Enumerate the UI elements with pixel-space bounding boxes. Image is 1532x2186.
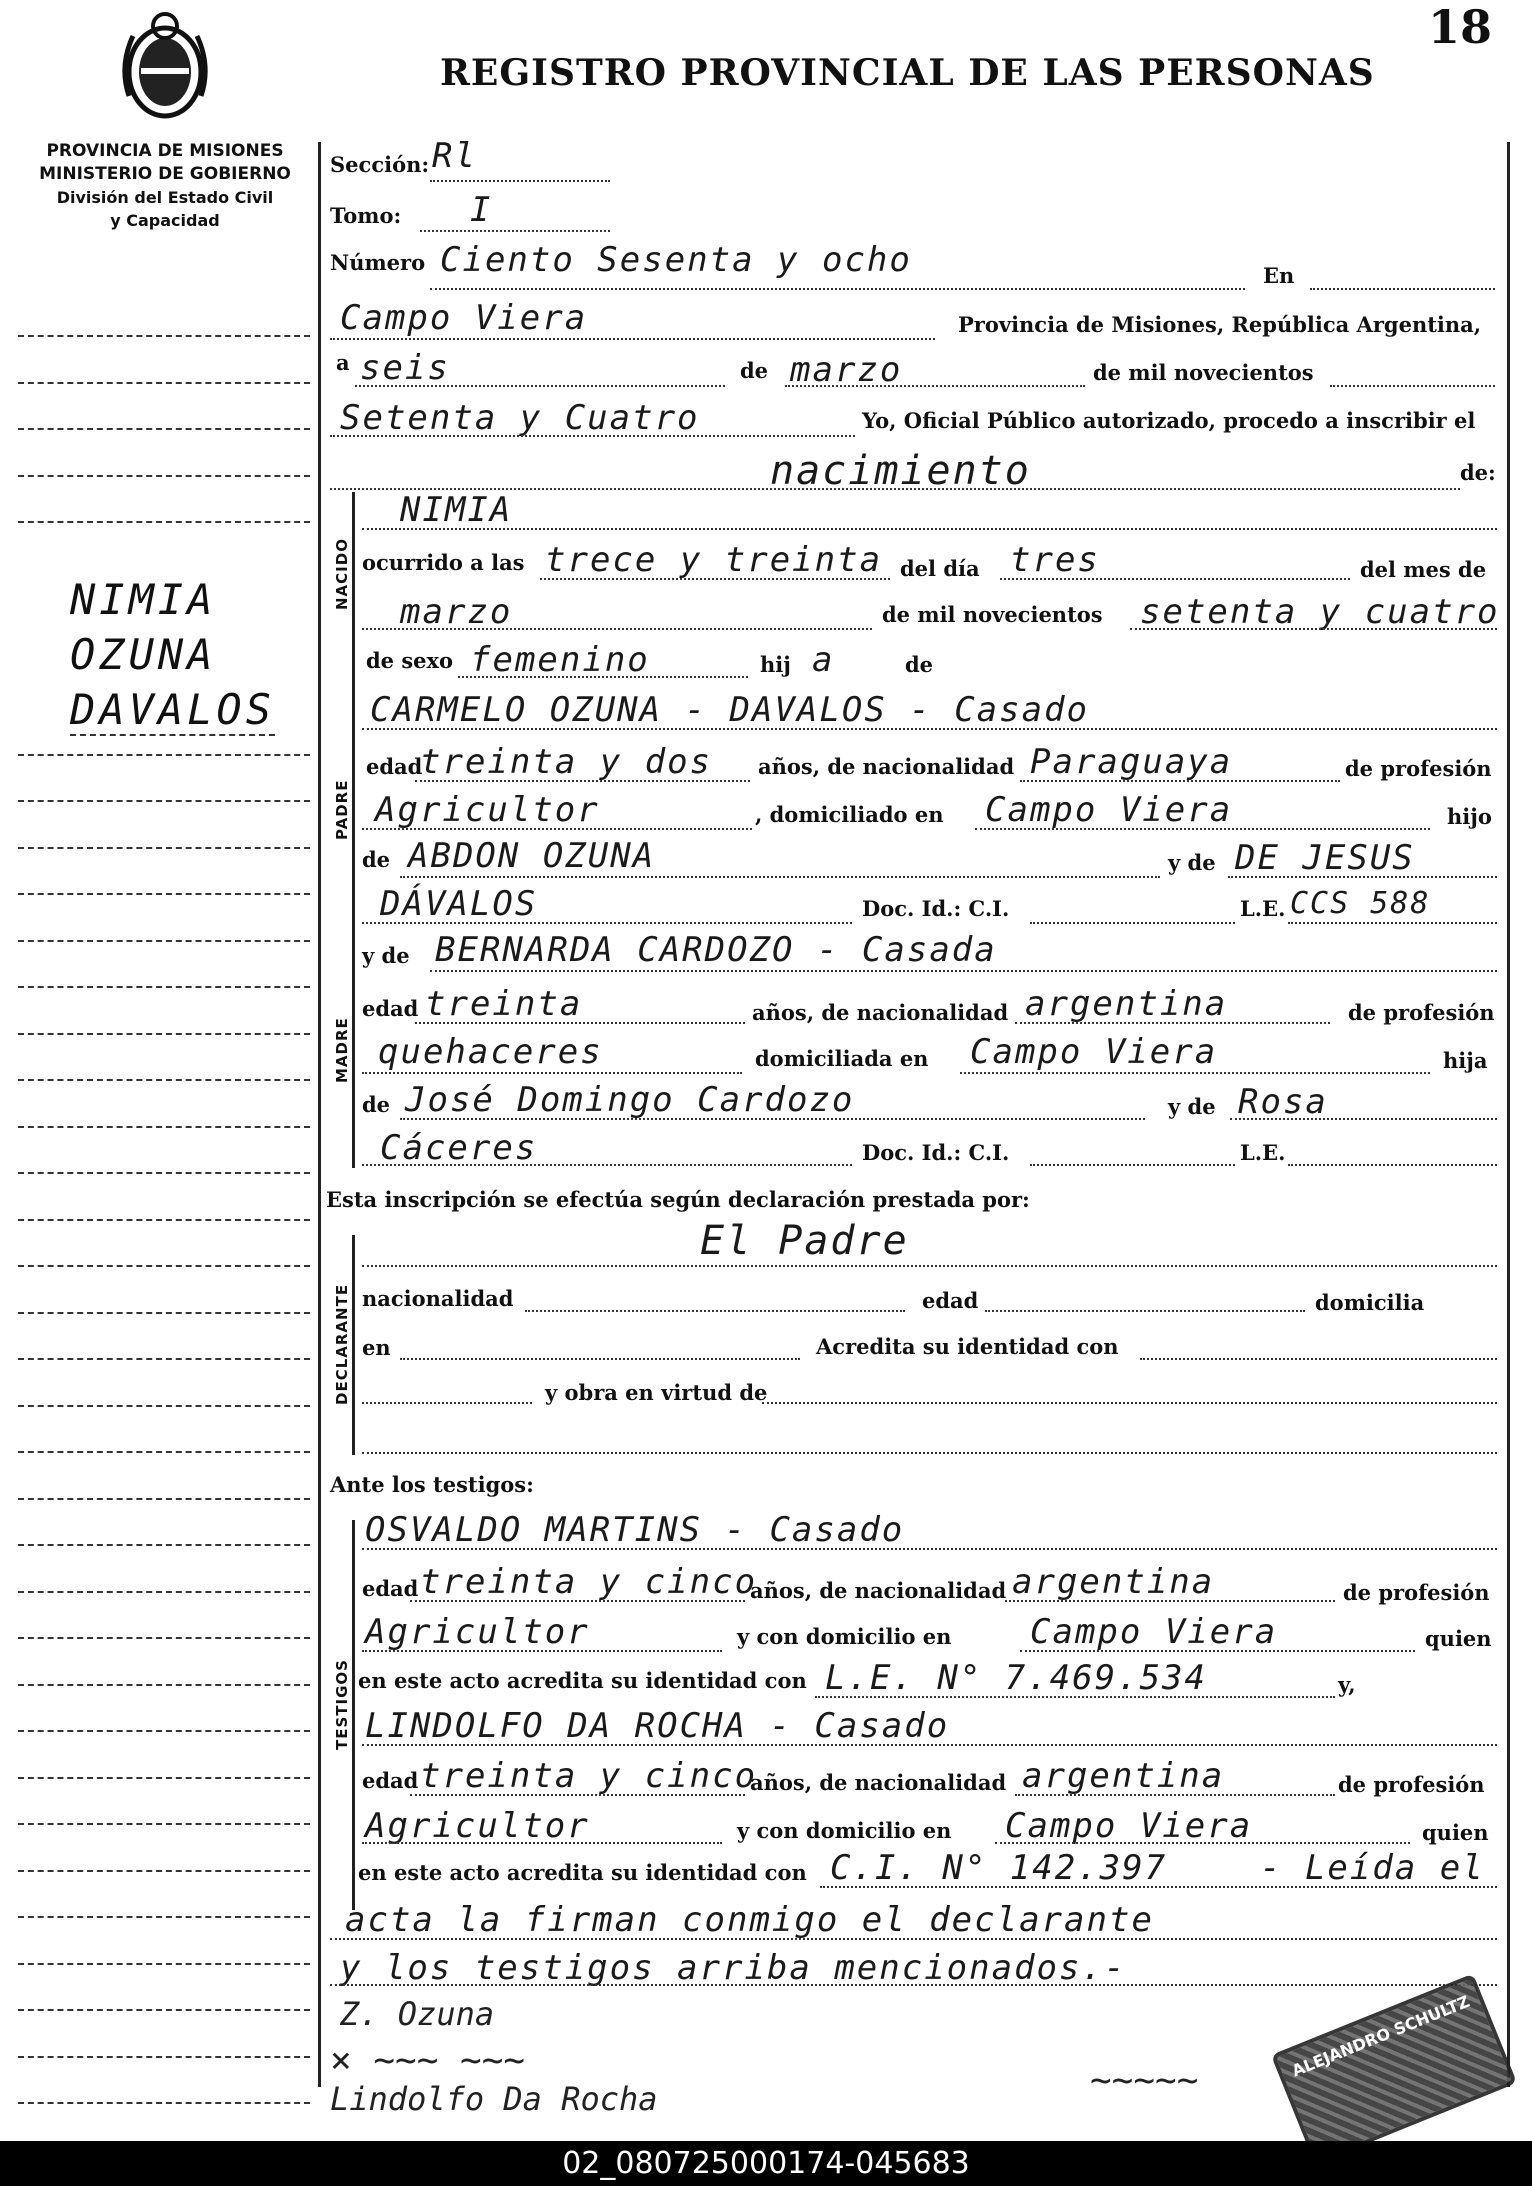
value-padre-madre: DE JESUS <box>1235 838 1415 878</box>
line-cierre-3 <box>330 1984 1497 1986</box>
label-ante-testigos: Ante los testigos: <box>330 1472 534 1497</box>
line-testigo1-nombre <box>362 1548 1497 1550</box>
label-decl-edad: edad <box>922 1288 979 1313</box>
label-hijo: hijo <box>1447 804 1492 829</box>
label-t1-quien: quien <box>1425 1626 1492 1651</box>
label-t2-edad: edad <box>362 1768 419 1793</box>
value-madre-prof: quehaceres <box>378 1032 603 1072</box>
margin-rule <box>18 1451 310 1453</box>
margin-rule <box>18 1870 310 1872</box>
label-sexo: de sexo <box>366 648 454 673</box>
margin-rule <box>18 521 310 523</box>
margin-rule <box>18 1079 310 1081</box>
line-nombre <box>362 528 1497 530</box>
margin-rule <box>18 1265 310 1267</box>
label-t1-dom: y con domicilio en <box>737 1624 952 1649</box>
value-madre-nombre: BERNARDA CARDOZO - Casada <box>435 930 997 970</box>
margin-rule <box>18 1591 310 1593</box>
label-madre-edad: edad <box>362 996 419 1021</box>
label-seccion: Sección: <box>330 152 430 177</box>
label-madre-dom: domiciliada en <box>755 1046 929 1071</box>
label-t1-nac: años, de nacionalidad <box>750 1578 1007 1603</box>
margin-rule <box>18 1684 310 1686</box>
value-cierre-1: - Leída el <box>1260 1848 1485 1888</box>
label-padre-nac: años, de nacionalidad <box>758 754 1015 779</box>
label-t2-quien: quien <box>1422 1820 1489 1845</box>
line-lugar <box>330 338 935 340</box>
value-testigo1-edad: treinta y cinco <box>420 1562 758 1602</box>
label-yo-oficial: Yo, Oficial Público autorizado, procedo a inscribir el <box>862 408 1476 433</box>
value-madre-nac: argentina <box>1025 984 1228 1024</box>
label-decl-nac: nacionalidad <box>362 1286 514 1311</box>
label-decl-en: en <box>362 1335 391 1360</box>
line-madre-le <box>1288 1164 1497 1166</box>
value-padre-le: CCS 588 <box>1290 886 1431 921</box>
line-t2-nac <box>1015 1794 1335 1796</box>
label-hij: hij <box>760 652 791 677</box>
margin-rule <box>18 1637 310 1639</box>
label-decl-acredita: Acredita su identidad con <box>816 1334 1119 1359</box>
line-anio <box>330 435 855 437</box>
label-hija: hija <box>1443 1048 1488 1073</box>
label-t1-y: y, <box>1338 1672 1356 1697</box>
line-t1-nac <box>1005 1600 1335 1602</box>
line-decl-nac <box>525 1310 905 1312</box>
value-madre-madre-2: Cáceres <box>380 1128 538 1168</box>
label-padre-le: L.E. <box>1240 896 1286 921</box>
line-madre-doc <box>1030 1164 1235 1166</box>
value-padre-nac: Paraguaya <box>1030 742 1233 782</box>
label-padre-prof: de profesión <box>1345 756 1492 781</box>
margin-rule <box>18 2102 310 2104</box>
margin-rule <box>18 1219 310 1221</box>
label-t1-prof: de profesión <box>1343 1580 1490 1605</box>
value-acto: nacimiento <box>770 448 1031 494</box>
line-madre-padre <box>400 1118 1145 1120</box>
margin-name-3: DAVALOS <box>70 685 276 734</box>
label-t1-edad: edad <box>362 1576 419 1601</box>
line-padre-doc <box>1030 922 1235 924</box>
line-decl-acredita <box>1140 1358 1497 1360</box>
label-padre-dom: , domiciliado en <box>755 802 944 827</box>
line-testigo2-nombre <box>362 1744 1497 1746</box>
line-padre-madre <box>1228 876 1497 878</box>
value-dia-nac: tres <box>1010 540 1100 580</box>
section-madre-label: MADRE <box>333 1017 351 1083</box>
margin-rule <box>18 1823 310 1825</box>
margin-rule <box>18 382 310 384</box>
label-inscripcion: Esta inscripción se efectúa según declaración prestada por: <box>326 1187 1030 1212</box>
line-padre-nombre <box>362 728 1497 730</box>
value-testigo2-nac: argentina <box>1022 1756 1225 1796</box>
margin-rule <box>18 1358 310 1360</box>
label-t2-prof: de profesión <box>1338 1772 1485 1797</box>
margin-rule <box>18 1730 310 1732</box>
value-testigo2-edad: treinta y cinco <box>420 1756 758 1796</box>
value-testigo1-doc: L.E. N° 7.469.534 <box>825 1658 1207 1698</box>
value-padre-nombre: CARMELO OZUNA - DAVALOS - Casado <box>370 690 1090 730</box>
signature-2: Lindolfo Da Rocha <box>330 2080 658 2118</box>
margin-rule <box>18 800 310 802</box>
label-t2-dom: y con domicilio en <box>737 1818 952 1843</box>
label-ocurrido: ocurrido a las <box>362 550 525 575</box>
value-testigo2-prof: Agricultor <box>365 1806 590 1846</box>
value-nombre: NIMIA <box>400 490 513 530</box>
label-madre-doc: Doc. Id.: C.I. <box>862 1140 1010 1165</box>
margin-rule <box>18 1916 310 1918</box>
line-decl-en <box>400 1358 800 1360</box>
value-madre-padre: José Domingo Cardozo <box>405 1080 855 1120</box>
value-padre-prof: Agricultor <box>375 790 600 830</box>
margin-rule <box>18 986 310 988</box>
margin-rule <box>18 335 310 337</box>
margin-rule <box>18 1405 310 1407</box>
coat-of-arms-icon <box>115 6 215 134</box>
label-en: En <box>1263 263 1295 288</box>
line-dia-nac <box>1000 578 1350 580</box>
margin-rule <box>18 940 310 942</box>
line-dia <box>355 385 725 387</box>
margin-name-1: NIMIA <box>70 575 217 624</box>
ministry-name: MINISTERIO DE GOBIERNO <box>39 164 291 184</box>
value-padre-madre-2: DÁVALOS <box>380 884 538 924</box>
label-madre-y-de: y de <box>362 943 410 968</box>
line-madre-nac <box>1015 1022 1330 1024</box>
line-decl-extra <box>362 1452 1497 1454</box>
value-anio-nac: setenta y cuatro <box>1140 592 1500 632</box>
line-padre-edad <box>415 780 750 782</box>
value-padre-padre: ABDON OZUNA <box>408 836 656 876</box>
page-number: 18 <box>1428 0 1493 54</box>
line-t1-prof <box>362 1650 722 1652</box>
line-sexo <box>458 676 748 678</box>
label-de-colon: de: <box>1460 460 1496 485</box>
section-declarante-label: DECLARANTE <box>333 1283 351 1405</box>
label-de-mes: de <box>740 358 769 383</box>
value-declarante: El Padre <box>700 1218 909 1264</box>
margin-rule <box>18 2056 310 2058</box>
value-testigo1-dom: Campo Viera <box>1030 1612 1278 1652</box>
value-dia: seis <box>360 348 450 388</box>
value-numero: Ciento Sesenta y ocho <box>440 240 912 280</box>
line-padre-madre-2 <box>362 922 852 924</box>
margin-rule <box>18 847 310 849</box>
label-provincia: Provincia de Misiones, República Argentina, <box>958 312 1482 337</box>
margin-rule <box>18 1033 310 1035</box>
line-mes-nac <box>362 628 872 630</box>
value-madre-edad: treinta <box>425 984 583 1024</box>
value-testigo1-nombre: OSVALDO MARTINS - Casado <box>365 1510 905 1550</box>
label-padre-de: de <box>362 847 391 872</box>
margin-rule <box>18 428 310 430</box>
line-t2-edad <box>410 1794 745 1796</box>
line-numero <box>430 288 1245 290</box>
label-de-mil: de mil novecientos <box>1093 360 1314 385</box>
line-en <box>1310 288 1495 290</box>
line-madre-prof <box>362 1072 742 1074</box>
margin-name-2: OZUNA <box>70 630 217 679</box>
label-madre-le: L.E. <box>1240 1140 1286 1165</box>
label-de-mil-2: de mil novecientos <box>882 602 1103 627</box>
value-testigo2-dom: Campo Viera <box>1005 1806 1253 1846</box>
line-madre-dom <box>960 1072 1430 1074</box>
line-t1-edad <box>410 1600 745 1602</box>
label-t1-acredita: en este acto acredita su identidad con <box>358 1668 807 1693</box>
document-id-bar: 02_080725000174-045683 <box>0 2141 1532 2186</box>
label-madre-prof: de profesión <box>1348 1000 1495 1025</box>
value-anio: Setenta y Cuatro <box>340 398 700 438</box>
section-testigos-label: TESTIGOS <box>333 1659 351 1750</box>
value-mes-nac: marzo <box>400 592 513 632</box>
line-t1-dom <box>1020 1650 1415 1652</box>
label-madre-de: de <box>362 1092 391 1117</box>
value-hora: trece y treinta <box>545 540 883 580</box>
province-name: PROVINCIA DE MISIONES <box>46 141 284 161</box>
margin-rule <box>18 1544 310 1546</box>
value-madre-madre: Rosa <box>1238 1082 1328 1122</box>
stamp-text: ALEJANDRO SCHULTZ <box>1289 1991 1473 2081</box>
line-padre-le <box>1288 922 1497 924</box>
signature-official: ~~~~~ <box>1090 2060 1199 2101</box>
label-t2-acredita: en este acto acredita su identidad con <box>358 1860 807 1885</box>
line-seccion <box>430 180 610 182</box>
label-madre-nac: años, de nacionalidad <box>752 1000 1009 1025</box>
line-madre-nombre <box>430 970 1497 972</box>
line-t2-doc <box>820 1886 1497 1888</box>
label-tomo: Tomo: <box>330 203 402 228</box>
line-declarante <box>362 1265 1497 1267</box>
institution-block <box>20 140 310 232</box>
line-madre-madre <box>1230 1118 1497 1120</box>
label-numero: Número <box>330 250 426 275</box>
value-cierre-3: y los testigos arriba mencionados.- <box>340 1948 1127 1988</box>
label-decl-domicilia: domicilia <box>1315 1290 1425 1315</box>
label-padre-doc: Doc. Id.: C.I. <box>862 896 1010 921</box>
value-lugar: Campo Viera <box>340 298 588 338</box>
line-t2-dom <box>995 1842 1410 1844</box>
line-madre-edad <box>415 1022 745 1024</box>
section-nacido-label: NACIDO <box>333 538 351 610</box>
document-title: REGISTRO PROVINCIAL DE LAS PERSONAS <box>440 52 1375 94</box>
label-decl-obra: y obra en virtud de <box>545 1380 768 1405</box>
label-padre-edad: edad <box>366 754 423 779</box>
margin-rule <box>18 754 310 756</box>
margin-rule <box>18 1172 310 1174</box>
margin-rule <box>18 893 310 895</box>
line-padre-nac <box>1020 780 1340 782</box>
value-padre-dom: Campo Viera <box>985 790 1233 830</box>
margin-rule <box>18 1498 310 1500</box>
line-padre-prof <box>362 828 752 830</box>
label-padre-y-de: y de <box>1168 850 1216 875</box>
signature-mark: × ~~~ ~~~ <box>330 2040 526 2081</box>
margin-rule <box>18 1777 310 1779</box>
value-padre-edad: treinta y dos <box>420 742 713 782</box>
label-a: a <box>336 350 350 375</box>
line-tomo <box>420 230 610 232</box>
line-hora <box>540 578 890 580</box>
label-del-mes: del mes de <box>1360 557 1487 582</box>
value-testigo1-nac: argentina <box>1012 1562 1215 1602</box>
margin-rule <box>18 475 310 477</box>
line-anio-nac <box>1130 628 1497 630</box>
line-padre-dom <box>975 828 1430 830</box>
value-testigo2-doc: C.I. N° 142.397 <box>830 1848 1168 1888</box>
signature-1: Z. Ozuna <box>340 1995 495 2033</box>
division-name-2: y Capacidad <box>110 211 220 230</box>
margin-rule <box>18 1126 310 1128</box>
value-tomo: I <box>470 190 493 230</box>
value-seccion: Rl <box>432 136 477 176</box>
line-decl-edad <box>985 1310 1305 1312</box>
division-name: División del Estado Civil <box>56 188 274 207</box>
line-t2-prof <box>362 1842 722 1844</box>
label-t2-nac: años, de nacionalidad <box>750 1770 1007 1795</box>
value-testigo1-prof: Agricultor <box>365 1612 590 1652</box>
label-de-padres: de <box>905 652 934 677</box>
margin-rule <box>18 1312 310 1314</box>
margin-rule <box>18 2009 310 2011</box>
line-decl-pre-obra <box>362 1402 532 1404</box>
label-del-dia: del día <box>900 556 980 581</box>
line-decl-obra <box>762 1402 1497 1404</box>
label-madre-y-de-2: y de <box>1168 1094 1216 1119</box>
margin-rule <box>18 1963 310 1965</box>
value-madre-dom: Campo Viera <box>970 1032 1218 1072</box>
section-padre-label: PADRE <box>333 779 351 840</box>
value-hij: a <box>812 640 835 680</box>
value-mes: marzo <box>790 350 903 390</box>
value-sexo: femenino <box>470 640 650 680</box>
value-cierre-2: acta la firman conmigo el declarante <box>345 1900 1154 1940</box>
value-testigo2-nombre: LINDOLFO DA ROCHA - Casado <box>365 1706 950 1746</box>
line-padre-padre <box>400 876 1160 878</box>
line-t1-doc <box>815 1696 1335 1698</box>
line-madre-madre-2 <box>362 1164 852 1166</box>
line-mil <box>1330 385 1495 387</box>
line-mes <box>785 385 1085 387</box>
line-cierre-2 <box>330 1938 1497 1940</box>
